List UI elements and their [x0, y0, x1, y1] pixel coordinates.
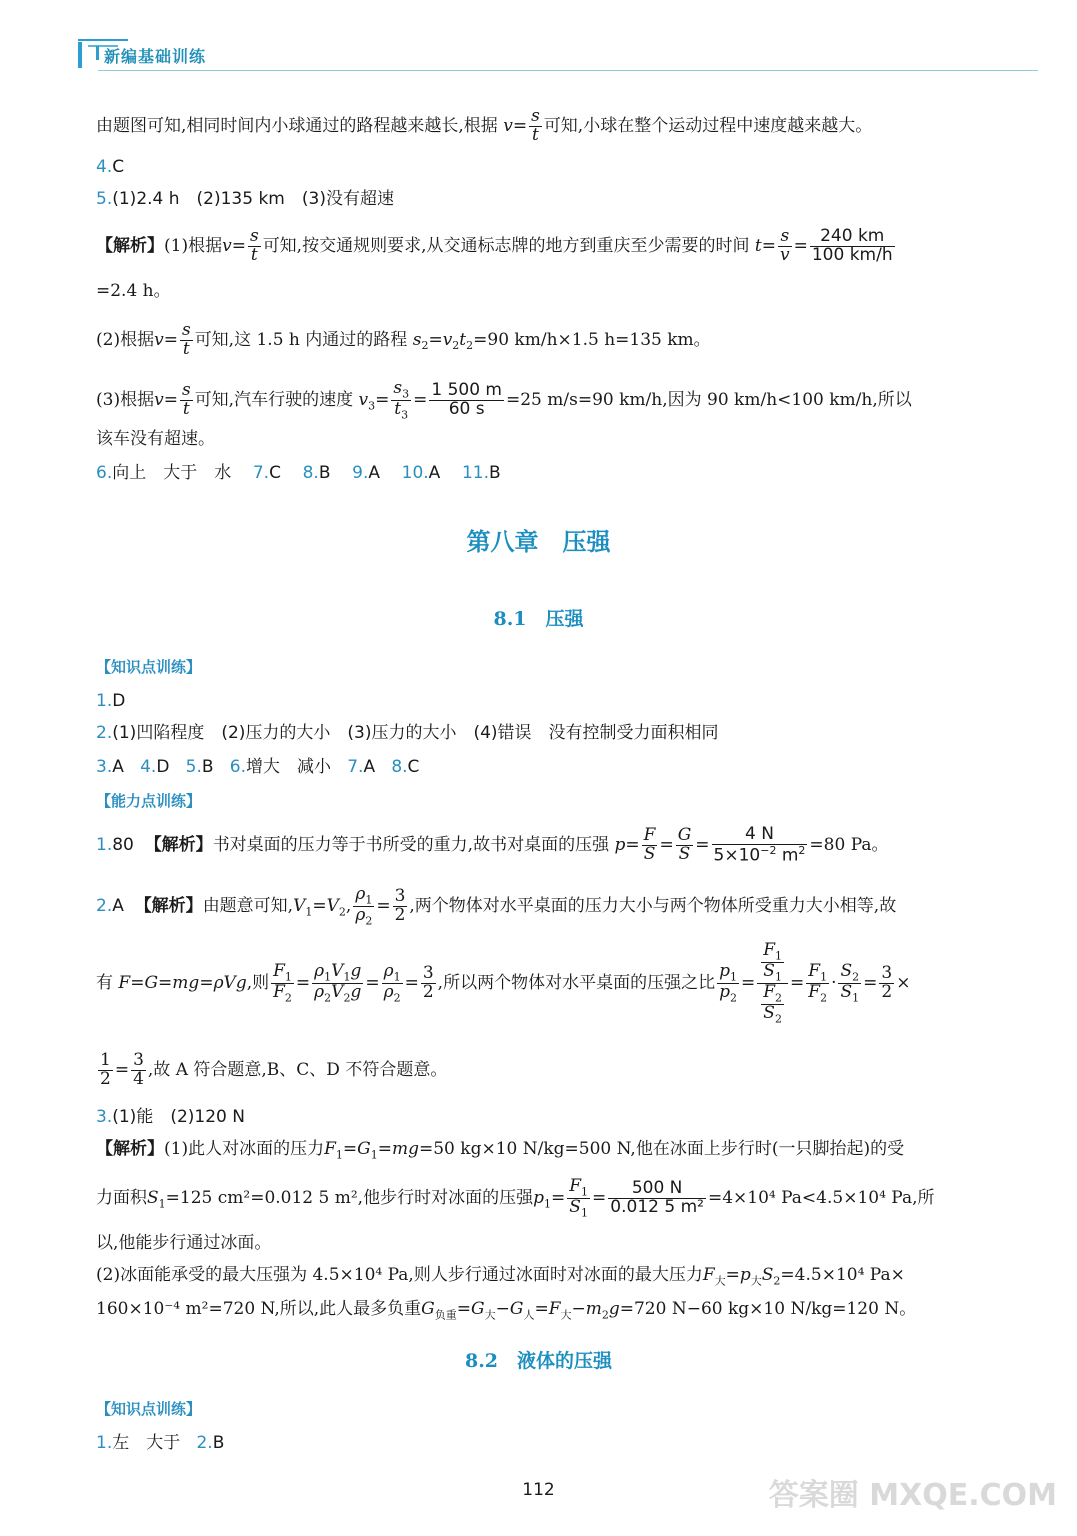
- q5-analysis-3: (3)根据v= $\frac{s}{t}$ 可知,汽车行驶的速度 $v_3=$ $\frac{s_3}{t_3}$ = $\frac{1 500 m}{60 s}$ =25 m/s=90 km/h,因为 90 km/h<100 km/h,所以: [96, 378, 912, 422]
- s81-n2-cont: 有 F=G=mg=ρVg,则 $\frac{F_1}{F_2}$ = $\frac{\rho_1V_1g}{\rho_2V_2g}$ = $\frac{\rho_1}{\rho_2}$ = $\frac{3}{2}$ ,所以两个物体对水平桌面的压强之比 $\frac{p_1}{p_2}$ = $\frac{\frac{F_1}{S_1}}{\frac{F_2}{S_2}}$ = $\frac{F_1}{F_2}$ · $\frac{S_2}{S_1}$ = $\frac{3}{2}$ ×: [96, 940, 911, 1026]
- s81-n3-analysis-2: 力面积$S_1=125$ cm²=0.012 5 m²,他步行时对冰面的压强$p_1=$ $\frac{F_1}{S_1}$ = $\frac{500 N}{\text{0.012 5 m²}}$ =4×10⁴ Pa<4.5×10⁴ Pa,所: [96, 1176, 935, 1220]
- answer-q4: 4.C: [96, 157, 125, 177]
- s81-n2-end: $\frac{1}{2}$ = $\frac{3}{4}$ ,故 A 符合题意,B、C、D 不符合题意。: [100, 1050, 448, 1089]
- chapter-title: 第八章 压强: [466, 527, 611, 556]
- answers-q6-q11: 6.向上 大于 水 7.C 8.B 9.A 10.A 11.B: [96, 463, 501, 483]
- q5-analysis-1: 【解析】(1)根据v= $\frac{s}{t}$ 可知,按交通规则要求,从交通标志牌的地方到重庆至少需要的时间 t= $\frac{s}{v}$ = $\frac{240 km}{100 km/h}$: [96, 226, 893, 265]
- s81-n1: 1.80 【解析】书对桌面的压力等于书所受的重力,故书对桌面的压强 p= $\frac{F}{S}$ = $\frac{G}{S}$ = $\frac{4 N}{5\times 10^{-2} m^2}$ =80 Pa。: [96, 824, 889, 866]
- q5-analysis-1-cont: =2.4 h。: [96, 281, 171, 301]
- watermark: 答案圈 MXQE.COM: [768, 1478, 1057, 1513]
- section-title-8-2: 8.2 液体的压强: [464, 1350, 613, 1372]
- tag-knowledge-8-1: 【知识点训练】: [96, 658, 202, 676]
- page-number: 112: [522, 1480, 555, 1500]
- s81-k2: 2.(1)凹陷程度 (2)压力的大小 (3)压力的大小 (4)错误 没有控制受力面积相同: [96, 723, 719, 743]
- s81-n3-analysis-5: 160×10⁻⁴ m²=720 N,所以,此人最多负重$G_{负重}=G_大-G_人=F_大-m_2g=720$ N−60 kg×10 N/kg=120 N。: [96, 1299, 917, 1322]
- q5-analysis-2: (2)根据v= $\frac{s}{t}$ 可知,这 1.5 h 内通过的路程 $s_2=v_2t_2=90$ km/h×1.5 h=135 km。: [96, 320, 711, 359]
- s81-n2: 2.A 【解析】由题意可知$,V_1=V_2$, $\frac{\rho_1}{\rho_2}$ = $\frac{3}{2}$ ,两个物体对水平桌面的压力大小与两个物体所受重力大小相等,故: [96, 884, 897, 928]
- page-header: [0, 0, 1077, 80]
- answer-q5: 5.(1)2.4 h (2)135 km (3)没有超速: [96, 189, 394, 209]
- tag-knowledge-8-2: 【知识点训练】: [96, 1400, 202, 1418]
- header-title: 新编基础训练: [104, 47, 207, 66]
- header-divider: [98, 70, 1038, 71]
- s81-n3-analysis-1: 【解析】(1)此人对冰面的压力$F_1=G_1=mg=50$ kg×10 N/kg=500 N,他在冰面上步行时(一只脚抬起)的受: [96, 1139, 905, 1162]
- prev-analysis-line: 由题图可知,相同时间内小球通过的路程越来越长,根据 v= $\frac{s}{t}$ 可知,小球在整个运动过程中速度越来越大。: [96, 106, 873, 145]
- q5-analysis-3-cont: 该车没有超速。: [96, 429, 215, 449]
- s81-n3-analysis-3: 以,他能步行通过冰面。: [96, 1233, 272, 1253]
- section-title-8-1: 8.1 压强: [493, 608, 584, 630]
- s81-n3: 3.(1)能 (2)120 N: [96, 1107, 245, 1127]
- s81-n3-analysis-4: (2)冰面能承受的最大压强为 4.5×10⁴ Pa,则人步行通过冰面时对冰面的最大压力$F_大=p_大S_2=4.5\times 10^4$ Pa×: [96, 1265, 905, 1288]
- s82-k1-k2: 1.左 大于 2.B: [96, 1433, 225, 1453]
- s81-k3-k8: 3.A 4.D 5.B 6.增大 减小 7.A 8.C: [96, 757, 420, 777]
- tag-ability-8-1: 【能力点训练】: [96, 792, 202, 810]
- s81-k1: 1.D: [96, 691, 126, 711]
